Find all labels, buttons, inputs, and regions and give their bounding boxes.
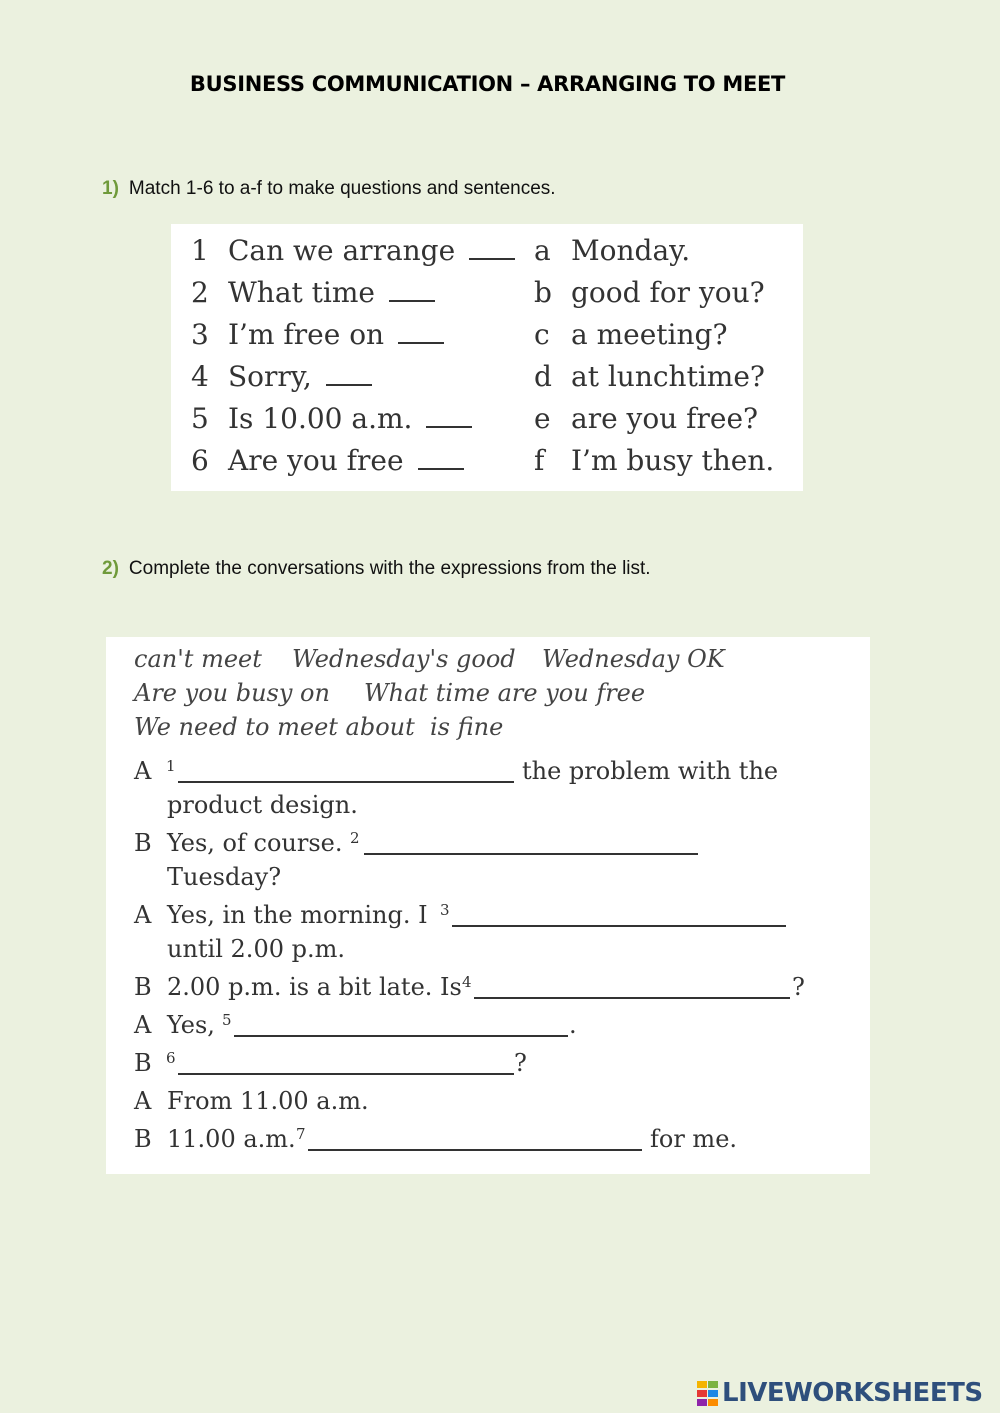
word-list-item: Wednesday OK [542,645,725,673]
speaker-label: A [134,1011,152,1039]
exercise-2-number: 2) [102,558,119,579]
left-number: 5 [191,402,209,435]
matching-row [171,444,803,486]
right-phrase: are you free? [571,402,759,435]
exercise-1-text: Match 1-6 to a-f to make questions and sentences. [128,178,556,199]
left-number: 3 [191,318,209,351]
gap-number: 3 [440,901,450,919]
left-number: 6 [191,444,209,477]
speaker-label: B [134,973,152,1001]
dialogue-line [134,1049,854,1083]
gap-4-input[interactable] [474,973,790,999]
exercise-2-text: Complete the conversations with the expressions from the list. [128,558,651,579]
dialogue-text: . [569,1011,577,1039]
word-list-item: can't meet [134,645,262,673]
right-letter: d [534,360,552,393]
speaker-label: A [134,901,152,929]
gap-number: 2 [350,829,360,847]
answer-blank[interactable] [469,236,515,260]
speaker-label: B [134,829,152,857]
matching-row [171,402,803,444]
dialogue-text: Yes, of course. [167,829,343,857]
gap-5-input[interactable] [234,1011,568,1037]
right-phrase: at lunchtime? [571,360,765,393]
left-number: 4 [191,360,209,393]
word-list-item: We need to meet about [134,713,415,741]
dialogue-line [134,757,854,791]
right-phrase: I’m busy then. [571,444,775,477]
gap-1-input[interactable] [178,757,514,783]
dialogue-text: Yes, in the morning. I [167,901,428,929]
answer-blank[interactable] [418,446,464,470]
answer-blank[interactable] [326,362,372,386]
answer-blank[interactable] [398,320,444,344]
left-phrase: What time [228,276,435,309]
right-phrase: Monday. [571,234,691,267]
gap-number: 4 [462,973,472,991]
dialogue-line [134,1125,854,1159]
matching-row [171,276,803,318]
dialogue-text: product design. [167,791,358,819]
answer-blank[interactable] [389,278,435,302]
gap-3-input[interactable] [452,901,786,927]
gap-7-input[interactable] [308,1125,642,1151]
right-phrase: a meeting? [571,318,728,351]
word-list-item: is fine [430,713,504,741]
left-phrase: Can we arrange [228,234,515,267]
left-phrase: I’m free on [228,318,444,351]
logo-text: LIVEWORKSHEETS [722,1378,983,1408]
left-phrase: Are you free [228,444,464,477]
dialogue-line [134,901,854,935]
dialogue-text: 2.00 p.m. is a bit late. Is [167,973,462,1001]
exercise-1-instruction [102,178,556,200]
left-number: 1 [191,234,209,267]
dialogue-text: ? [514,1049,527,1077]
dialogue-line [134,1087,854,1121]
dialogue-text: for me. [650,1125,738,1153]
exercise-1-number: 1) [102,178,119,199]
gap-number: 6 [166,1049,176,1067]
word-list-item: What time are you free [364,679,646,707]
gap-number: 5 [222,1011,232,1029]
word-list-item: Are you busy on [134,679,330,707]
gap-number: 1 [166,757,176,775]
exercise-2-instruction [102,558,651,580]
gap-number: 7 [296,1125,306,1143]
dialogue-box [106,637,870,1174]
answer-blank[interactable] [426,404,472,428]
speaker-label: B [134,1125,152,1153]
dialogue-line [134,1011,854,1045]
right-letter: e [534,402,551,435]
right-letter: b [534,276,552,309]
matching-row [171,318,803,360]
liveworksheets-logo-icon [697,1381,719,1407]
matching-table [171,224,803,491]
right-letter: a [534,234,551,267]
dialogue-text: Yes, [167,1011,215,1039]
page-title: BUSINESS COMMUNICATION – ARRANGING TO MEET [189,72,786,96]
dialogue-line [134,973,854,1007]
left-phrase: Is 10.00 a.m. [228,402,472,435]
dialogue-text: the problem with the [522,757,779,785]
dialogue-text: ? [792,973,805,1001]
dialogue-text: From 11.00 a.m. [167,1087,369,1115]
word-list-item: Wednesday's good [292,645,516,673]
dialogue-line [134,829,854,863]
dialogue-text: until 2.00 p.m. [167,935,345,963]
left-phrase: Sorry, [228,360,372,393]
speaker-label: A [134,757,152,785]
speaker-label: B [134,1049,152,1077]
dialogue-text: 11.00 a.m. [167,1125,296,1153]
matching-row [171,360,803,402]
speaker-label: A [134,1087,152,1115]
gap-2-input[interactable] [364,829,698,855]
right-letter: f [534,444,545,477]
right-letter: c [534,318,550,351]
gap-6-input[interactable] [178,1049,514,1075]
matching-row [171,234,803,276]
dialogue-text: Tuesday? [167,863,282,891]
right-phrase: good for you? [571,276,765,309]
left-number: 2 [191,276,209,309]
